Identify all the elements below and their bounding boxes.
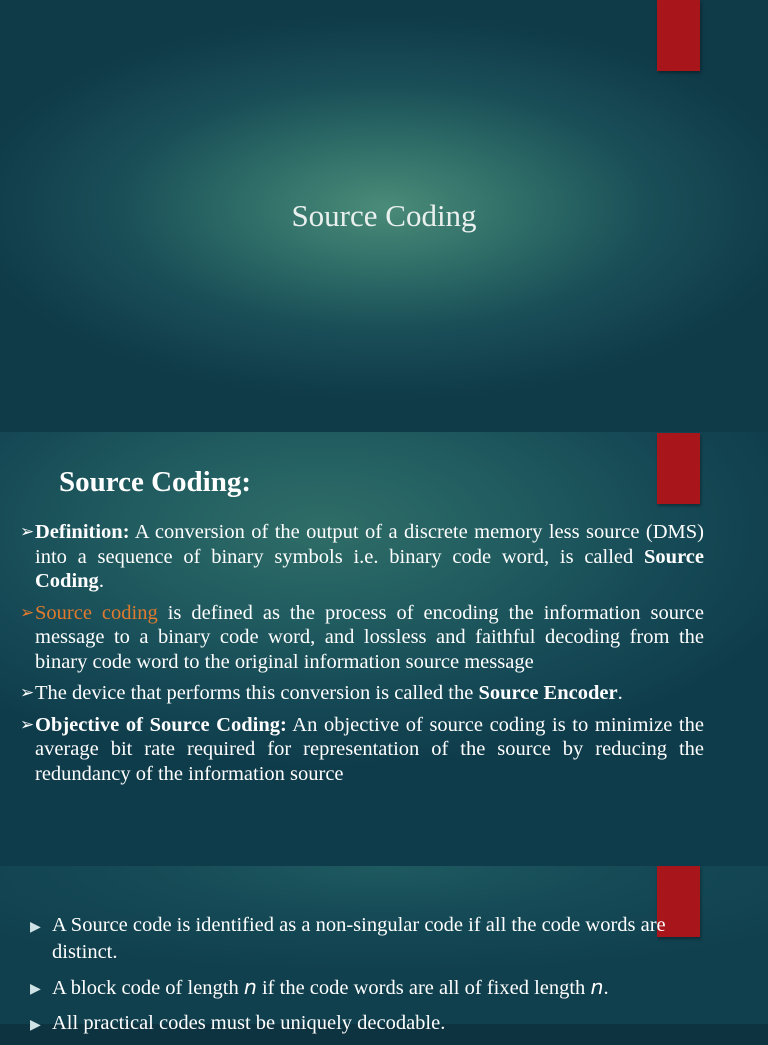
variable-n: n bbox=[243, 975, 257, 999]
device-term: Source Encoder bbox=[478, 682, 618, 704]
list-item-device bbox=[20, 681, 704, 706]
triangle-bullet-icon: ▶ bbox=[30, 982, 41, 997]
variable-n: n bbox=[590, 975, 604, 999]
non-singular-text: A Source code is identified as a non-singular code if all the code words are distinct. bbox=[52, 914, 666, 963]
triangle-bullet-icon: ▶ bbox=[30, 1018, 41, 1033]
block-code-text-b: if the code words are all of fixed length bbox=[256, 977, 591, 999]
list-item-uniquely-decodable bbox=[30, 1010, 730, 1037]
block-code-end: . bbox=[603, 977, 609, 999]
red-accent-tab bbox=[657, 0, 700, 71]
process-text: is defined as the process of encoding the information source message to a binary code word, and lossless and faithful decoding from the binary code word to the original information source message bbox=[35, 601, 704, 673]
definition-text: A conversion of the output of a discrete memory less source (DMS) into a sequence of binary symbols i.e. binary code word, is called bbox=[35, 521, 704, 568]
uniquely-decodable-text: All practical codes must be uniquely decodable. bbox=[52, 1012, 446, 1034]
list-item-block-code bbox=[30, 974, 730, 1002]
definition-term: Source Coding bbox=[35, 545, 704, 592]
highlighted-term: Source coding bbox=[35, 601, 158, 624]
triangle-bullet-icon: ▶ bbox=[30, 920, 41, 935]
list-item-process bbox=[20, 601, 704, 675]
objective-text: An objective of source coding is to minimize the average bit rate required for representation of the source by reducing the redundancy of the information source bbox=[35, 713, 704, 785]
list-item-objective bbox=[20, 713, 704, 787]
red-accent-tab bbox=[657, 433, 700, 504]
arrowhead-bullet-icon: ➢ bbox=[20, 602, 35, 622]
list-item-non-singular bbox=[30, 912, 730, 966]
arrowhead-bullet-icon: ➢ bbox=[20, 683, 35, 702]
objective-label: Objective of Source Coding: bbox=[35, 713, 287, 736]
block-code-text-a: A block code of length bbox=[52, 977, 244, 999]
device-text: The device that performs this conversion is called the bbox=[35, 682, 479, 704]
slide-heading: Source Coding: bbox=[59, 466, 252, 498]
bullet-list bbox=[30, 912, 730, 1045]
arrowhead-bullet-icon: ➢ bbox=[20, 522, 35, 541]
bullet-list bbox=[20, 520, 704, 793]
definition-end: . bbox=[98, 570, 104, 592]
code-types-slide bbox=[0, 866, 768, 1034]
device-end: . bbox=[617, 682, 623, 704]
arrowhead-bullet-icon: ➢ bbox=[20, 714, 35, 734]
title-slide bbox=[0, 0, 768, 432]
definition-label: Definition: bbox=[35, 521, 130, 543]
list-item-definition bbox=[20, 520, 704, 594]
definition-slide bbox=[0, 432, 768, 866]
slide-title: Source Coding bbox=[291, 198, 477, 233]
